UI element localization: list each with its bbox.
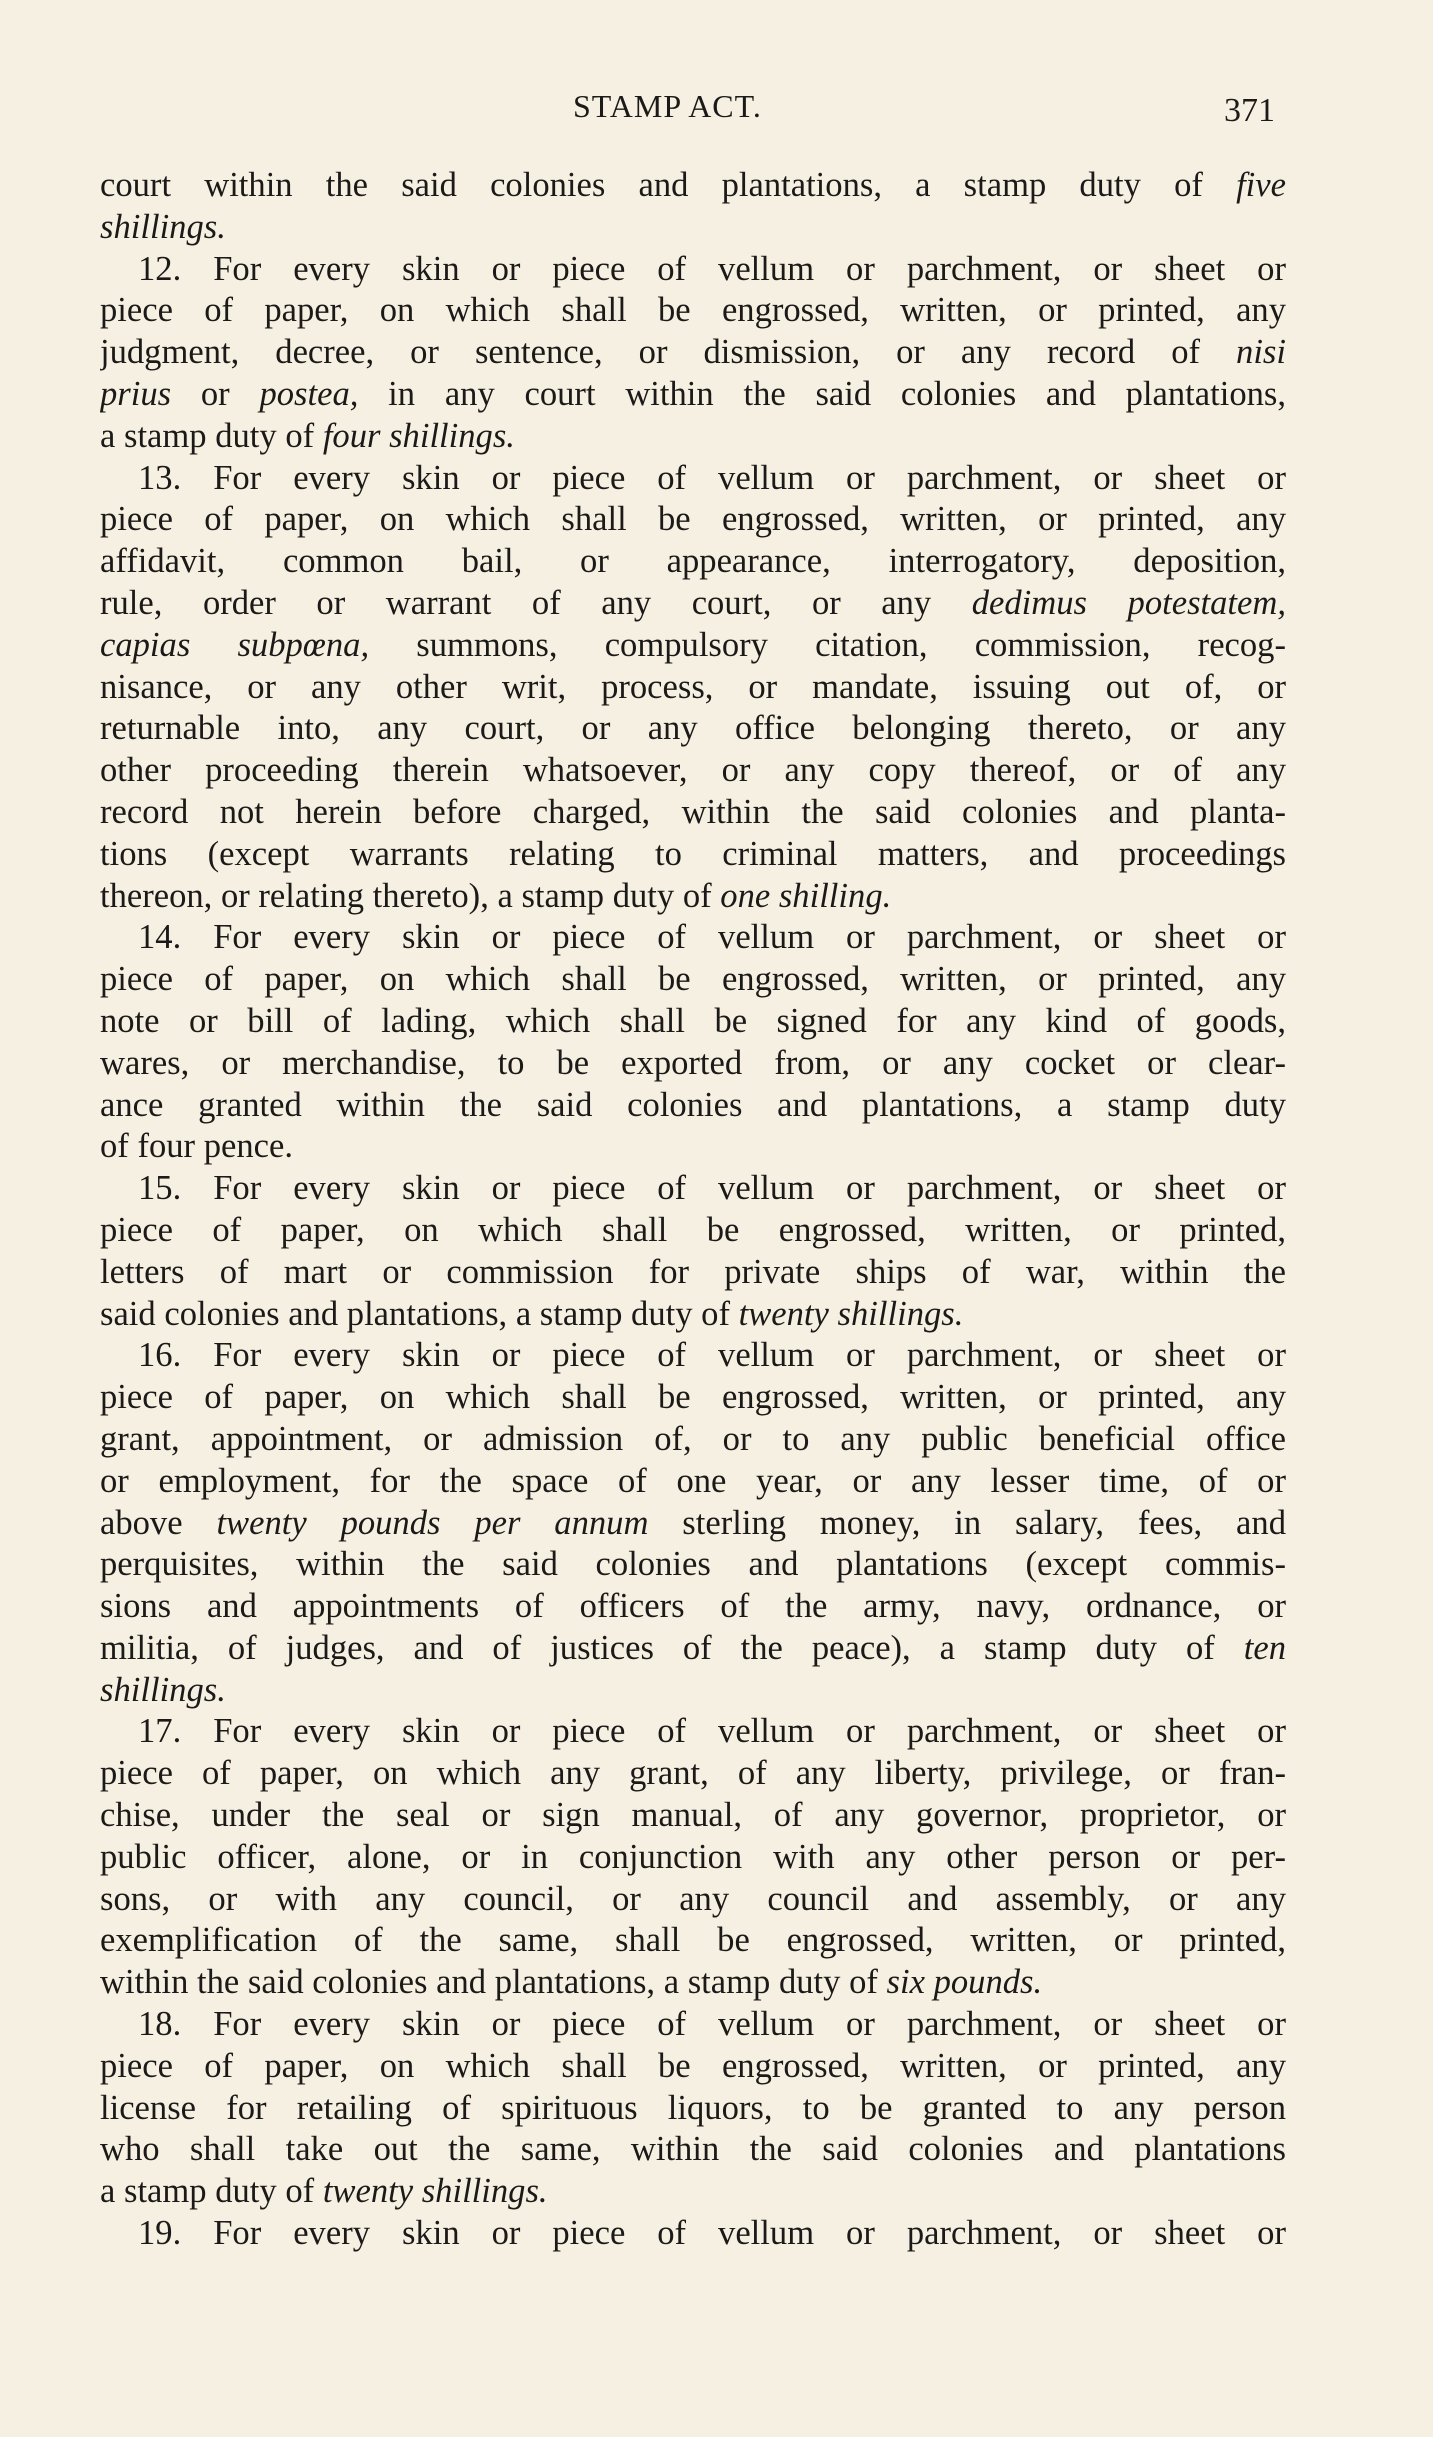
text-line	[100, 1753, 1286, 1795]
text-line	[100, 2004, 1286, 2046]
text-line	[100, 290, 1286, 332]
italic-text: twenty shillings.	[738, 1294, 964, 1333]
text-segment: grant, appointment, or admission of, or to any public beneficial office	[100, 1419, 1286, 1458]
text-segment: returnable into, any court, or any office belonging thereto, or any	[100, 709, 1286, 748]
text-segment: a stamp duty of	[100, 416, 323, 455]
italic-text: twenty shillings.	[322, 2172, 548, 2211]
text-line	[100, 541, 1286, 583]
text-line	[100, 917, 1286, 959]
text-segment: letters of mart or commission for private ships of war, within the	[100, 1252, 1286, 1291]
text-segment: 16. For every skin or piece of vellum or parchment, or sheet or	[138, 1336, 1286, 1375]
text-segment: exemplification of the same, shall be engrossed, written, or printed,	[100, 1921, 1286, 1960]
text-segment: license for retailing of spirituous liquors, to be granted to any person	[100, 2088, 1286, 2127]
text-line	[100, 249, 1286, 291]
text-segment: perquisites, within the said colonies and plantations (except commis-	[100, 1545, 1286, 1584]
page-header	[0, 88, 1433, 138]
text-segment: a stamp duty of	[100, 2172, 323, 2211]
text-segment: 13. For every skin or piece of vellum or parchment, or sheet or	[138, 458, 1286, 497]
text-segment: 18. For every skin or piece of vellum or parchment, or sheet or	[138, 2005, 1286, 2044]
text-segment: chise, under the seal or sign manual, of any governor, proprietor, or	[100, 1796, 1286, 1835]
text-line	[100, 165, 1286, 207]
text-line	[100, 1544, 1286, 1586]
text-segment: sions and appointments of officers of the army, navy, ordnance, or	[100, 1587, 1286, 1626]
text-segment: tions (except warrants relating to criminal matters, and proceedings	[100, 834, 1286, 873]
text-line	[100, 1168, 1286, 1210]
text-line	[100, 1335, 1286, 1377]
italic-text: nisi	[1236, 333, 1286, 372]
italic-text: shillings.	[100, 1670, 226, 1709]
text-segment: above	[100, 1503, 217, 1542]
italic-text: one shilling.	[720, 876, 892, 915]
text-line	[100, 2088, 1286, 2130]
text-line	[100, 1377, 1286, 1419]
text-segment: public officer, alone, or in conjunction with any other person or per-	[100, 1837, 1286, 1876]
body-text	[100, 165, 1286, 2255]
text-line	[100, 416, 1286, 458]
text-segment: said colonies and plantations, a stamp duty of	[100, 1294, 739, 1333]
text-line	[100, 792, 1286, 834]
text-segment: record not herein before charged, within the said colonies and planta-	[100, 792, 1286, 831]
text-segment: 15. For every skin or piece of vellum or parchment, or sheet or	[138, 1169, 1286, 1208]
text-line	[100, 1837, 1286, 1879]
text-line	[100, 583, 1286, 625]
italic-text: five	[1236, 166, 1286, 204]
italic-text: dedimus potestatem,	[971, 583, 1286, 622]
text-line	[100, 1962, 1286, 2004]
text-segment: sons, or with any council, or any council and assembly, or any	[100, 1879, 1286, 1918]
text-segment: piece of paper, on which shall be engrossed, written, or printed, any	[100, 2046, 1286, 2085]
text-segment: ance granted within the said colonies and plantations, a stamp duty	[100, 1085, 1286, 1124]
text-line	[100, 625, 1286, 667]
text-line	[100, 876, 1286, 918]
text-line	[100, 708, 1286, 750]
text-segment: piece of paper, on which shall be engrossed, written, or printed, any	[100, 500, 1286, 539]
text-line	[100, 499, 1286, 541]
text-line	[100, 667, 1286, 709]
text-segment: 12. For every skin or piece of vellum or parchment, or sheet or	[138, 249, 1286, 288]
text-line	[100, 1210, 1286, 1252]
italic-text: four shillings.	[322, 416, 515, 455]
text-segment: piece of paper, on which shall be engrossed, written, or printed, any	[100, 291, 1286, 330]
running-head: STAMP ACT.	[573, 88, 762, 124]
text-segment: of four pence.	[100, 1127, 293, 1166]
italic-text: ten	[1243, 1628, 1286, 1667]
text-line	[100, 1586, 1286, 1628]
text-line	[100, 1085, 1286, 1127]
text-segment: 19. For every skin or piece of vellum or parchment, or sheet or	[138, 2214, 1286, 2253]
text-line	[100, 1043, 1286, 1085]
text-segment: wares, or merchandise, to be exported from, or any cocket or clear-	[100, 1043, 1286, 1082]
italic-text: shillings.	[100, 207, 226, 246]
text-line	[100, 1503, 1286, 1545]
text-segment: court within the said colonies and plantations, a stamp duty of	[100, 166, 1237, 204]
text-line	[100, 1795, 1286, 1837]
text-segment: or employment, for the space of one year, or any lesser time, of or	[100, 1461, 1286, 1500]
text-segment: nisance, or any other writ, process, or mandate, issuing out of, or	[100, 667, 1286, 706]
text-line	[100, 332, 1286, 374]
italic-text: six pounds.	[886, 1963, 1043, 2002]
text-line	[100, 374, 1286, 416]
text-segment: note or bill of lading, which shall be signed for any kind of goods,	[100, 1001, 1286, 1040]
text-segment: 14. For every skin or piece of vellum or parchment, or sheet or	[138, 918, 1286, 957]
text-line	[100, 1419, 1286, 1461]
text-line	[100, 1628, 1286, 1670]
text-line	[100, 207, 1286, 249]
italic-text: twenty pounds per annum	[216, 1503, 649, 1542]
text-line	[100, 1920, 1286, 1962]
text-segment: sterling money, in salary, fees, and	[648, 1503, 1286, 1542]
page-number: 371	[1224, 92, 1275, 129]
text-line	[100, 2046, 1286, 2088]
text-line	[100, 2171, 1286, 2213]
text-line	[100, 2129, 1286, 2171]
text-segment: within the said colonies and plantations, a stamp duty of	[100, 1963, 887, 2002]
text-segment: affidavit, common bail, or appearance, interrogatory, deposition,	[100, 542, 1286, 581]
italic-text: postea,	[259, 374, 359, 413]
text-line	[100, 834, 1286, 876]
text-segment: thereon, or relating thereto), a stamp duty of	[100, 876, 721, 915]
text-line	[100, 1294, 1286, 1336]
text-line	[100, 1670, 1286, 1712]
text-segment: in any court within the said colonies and plantations,	[358, 374, 1286, 413]
text-segment: piece of paper, on which any grant, of any liberty, privilege, or fran-	[100, 1754, 1286, 1793]
text-line	[100, 1001, 1286, 1043]
text-segment: piece of paper, on which shall be engrossed, written, or printed,	[100, 1210, 1286, 1249]
text-segment: piece of paper, on which shall be engrossed, written, or printed, any	[100, 960, 1286, 999]
text-line	[100, 1252, 1286, 1294]
text-segment: piece of paper, on which shall be engrossed, written, or printed, any	[100, 1378, 1286, 1417]
text-segment: who shall take out the same, within the said colonies and plantations	[100, 2130, 1286, 2169]
text-segment: or	[171, 374, 260, 413]
text-line	[100, 458, 1286, 500]
text-line	[100, 2213, 1286, 2255]
text-line	[100, 959, 1286, 1001]
text-segment: other proceeding therein whatsoever, or any copy thereof, or of any	[100, 751, 1286, 790]
text-segment: rule, order or warrant of any court, or any	[100, 583, 972, 622]
text-line	[100, 1461, 1286, 1503]
text-segment: judgment, decree, or sentence, or dismission, or any record of	[100, 333, 1237, 372]
text-segment: 17. For every skin or piece of vellum or parchment, or sheet or	[138, 1712, 1286, 1751]
text-segment: militia, of judges, and of justices of the peace), a stamp duty of	[100, 1628, 1244, 1667]
text-line	[100, 1879, 1286, 1921]
text-line	[100, 1711, 1286, 1753]
text-line	[100, 750, 1286, 792]
italic-text: prius	[100, 374, 172, 413]
text-segment: summons, compulsory citation, commission, recog-	[369, 625, 1286, 664]
text-line	[100, 1126, 1286, 1168]
italic-text: capias subpœna,	[100, 625, 370, 664]
